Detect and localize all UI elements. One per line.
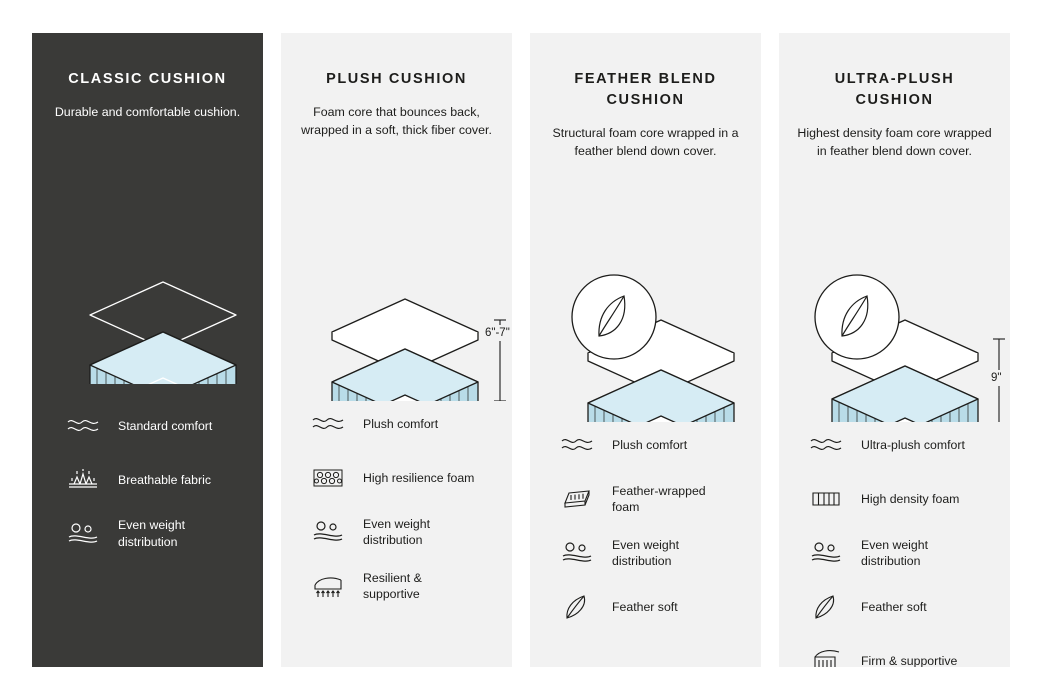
- feature-label: High density foam: [861, 491, 960, 506]
- feather-soft-icon: [556, 590, 598, 624]
- wave-comfort-icon: [805, 428, 847, 462]
- cushion-diagram-plush: [297, 153, 510, 401]
- feature-item: [805, 536, 988, 570]
- even-weight-distribution-icon: [62, 517, 104, 551]
- even-weight-distribution-icon: [556, 536, 598, 570]
- feature-item: [805, 428, 988, 462]
- feature-item: [307, 461, 490, 495]
- wave-comfort-icon: [556, 428, 598, 462]
- cushion-diagram-classic: [48, 136, 247, 384]
- feature-label: High resilience foam: [363, 470, 475, 485]
- card-ultra-plush-cushion: [779, 33, 1010, 667]
- feature-label: Even weight distribution: [612, 537, 679, 569]
- card-description: Highest density foam core wrapped in feather blend down cover.: [797, 126, 992, 158]
- feature-label: Ultra-plush comfort: [861, 437, 965, 452]
- feature-item: [805, 644, 988, 667]
- breathable-fabric-icon: [62, 463, 104, 497]
- card-title: PLUSH CUSHION: [326, 71, 467, 87]
- feature-item: [62, 463, 241, 497]
- card-classic-cushion: [32, 33, 263, 667]
- even-weight-distribution-icon: [307, 515, 349, 549]
- feature-list-feather-blend: [546, 428, 745, 624]
- dimension-label: 9": [991, 372, 1002, 385]
- card-description: Durable and comfortable cushion.: [54, 105, 241, 120]
- feature-label: Even weight distribution: [861, 537, 928, 569]
- dimension-label: 6"-7": [485, 327, 510, 340]
- high-density-foam-icon: [805, 482, 847, 516]
- card-description: Foam core that bounces back, wrapped in a soft, thick fiber cover.: [301, 105, 492, 137]
- even-weight-distribution-icon: [805, 536, 847, 570]
- card-title: ULTRA-PLUSH CUSHION: [834, 71, 955, 109]
- card-feather-blend-cushion: [530, 33, 761, 667]
- wave-comfort-icon: [307, 407, 349, 441]
- feature-label: Feather-wrapped foam: [612, 483, 706, 515]
- feature-item: [805, 482, 988, 516]
- feather-wrapped-foam-icon: [556, 482, 598, 516]
- feature-list-classic: [48, 409, 247, 551]
- feature-label: Feather soft: [861, 599, 927, 614]
- feature-item: [62, 517, 241, 551]
- feature-label: Even weight distribution: [363, 516, 430, 548]
- card-description: Structural foam core wrapped in a feather blend down cover.: [552, 126, 739, 158]
- feature-label: Firm & supportive: [861, 653, 958, 667]
- feature-item: [307, 569, 490, 603]
- firm-supportive-icon: [805, 644, 847, 667]
- cushion-diagram-feather-blend: [546, 174, 745, 422]
- card-title: CLASSIC CUSHION: [68, 71, 227, 87]
- feature-item: [556, 590, 739, 624]
- card-plush-cushion: [281, 33, 512, 667]
- feature-item: [307, 407, 490, 441]
- feature-label: Feather soft: [612, 599, 678, 614]
- feature-label: Breathable fabric: [118, 472, 211, 487]
- feature-label: Standard comfort: [118, 418, 213, 433]
- feature-item: [556, 482, 739, 516]
- feather-soft-icon: [805, 590, 847, 624]
- feature-list-ultra-plush: [795, 428, 994, 667]
- feature-item: [307, 515, 490, 549]
- feature-list-plush: [297, 407, 496, 603]
- feature-label: Plush comfort: [363, 416, 439, 431]
- leaf-badge-circle: [572, 275, 656, 359]
- feature-item: [556, 536, 739, 570]
- wave-comfort-icon: [62, 409, 104, 443]
- feature-label: Plush comfort: [612, 437, 688, 452]
- card-title: FEATHER BLEND CUSHION: [574, 71, 717, 109]
- leaf-badge-circle: [815, 275, 899, 359]
- feature-item: [805, 590, 988, 624]
- feature-label: Even weight distribution: [118, 518, 185, 549]
- feature-item: [556, 428, 739, 462]
- feature-label: Resilient & supportive: [363, 570, 422, 602]
- high-resilience-foam-icon: [307, 461, 349, 495]
- resilient-supportive-icon: [307, 569, 349, 603]
- feature-item: [62, 409, 241, 443]
- cushion-diagram-ultra-plush: [795, 174, 1002, 422]
